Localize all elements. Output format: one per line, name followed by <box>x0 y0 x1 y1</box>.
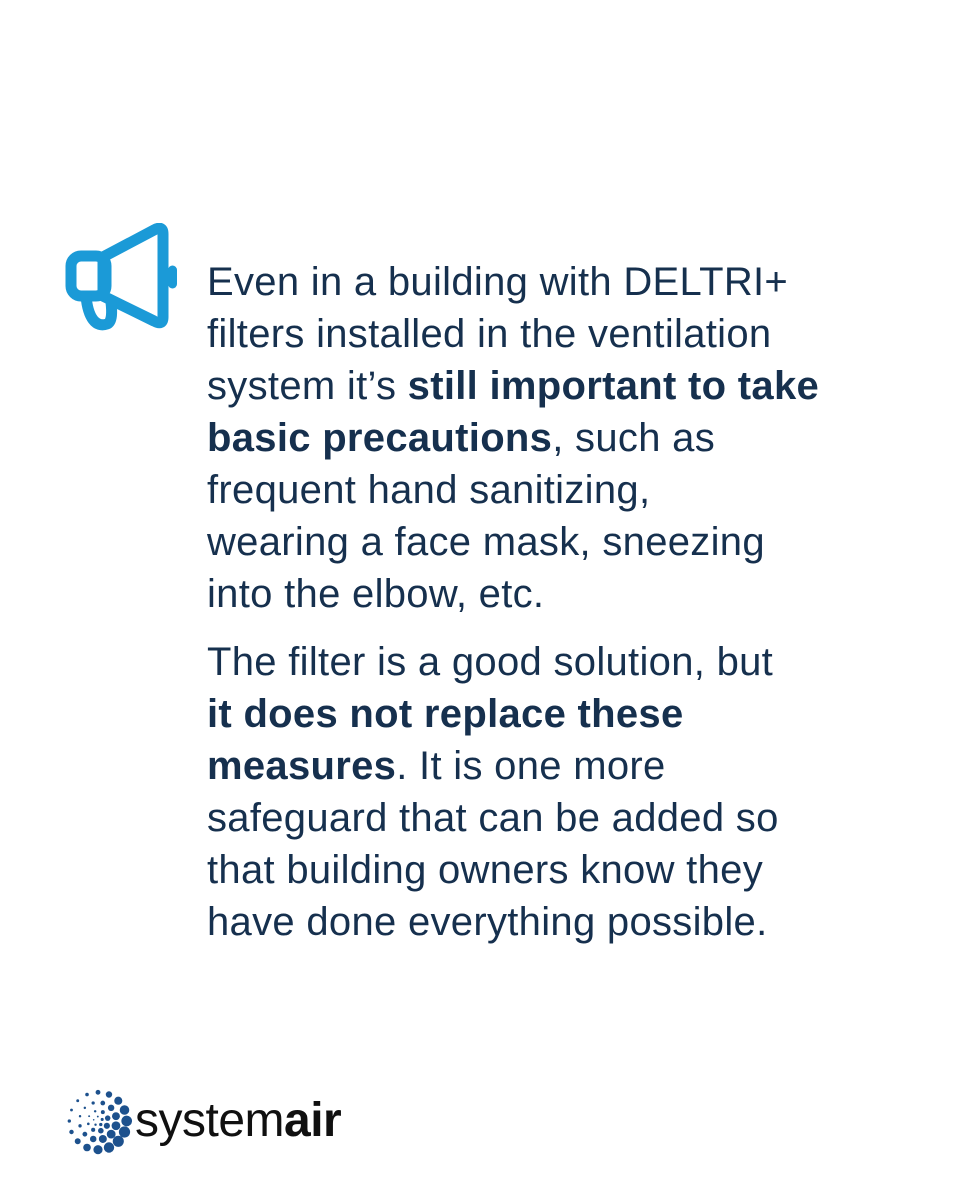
body-text: that building owners know they <box>207 848 763 892</box>
body-text: . It is one more <box>396 744 666 788</box>
emphasis-text: basic precautions <box>207 416 553 460</box>
systemair-wordmark <box>135 1087 341 1155</box>
megaphone-mouthpiece <box>71 256 106 296</box>
text-line <box>207 688 897 740</box>
text-line <box>207 792 897 844</box>
body-text: wearing a face mask, sneezing <box>207 520 765 564</box>
emphasis-text: it does not replace these <box>207 692 684 736</box>
text-line <box>207 740 897 792</box>
body-text: frequent hand sanitizing, <box>207 468 651 512</box>
systemair-logo <box>64 1085 341 1157</box>
text-line <box>207 412 897 464</box>
text-line <box>207 844 897 896</box>
body-text: safeguard that can be added so <box>207 796 779 840</box>
text-line <box>207 464 897 516</box>
body-text: filters installed in the ventilation <box>207 312 772 356</box>
wordmark-system: system <box>135 1094 285 1147</box>
systemair-dots-mark-icon <box>64 1087 132 1155</box>
paragraph <box>207 636 897 948</box>
megaphone-icon <box>64 223 178 337</box>
body-text: The filter is a good solution, but <box>207 640 774 684</box>
text-line <box>207 896 897 948</box>
text-line <box>207 360 897 412</box>
emphasis-text: measures <box>207 744 397 788</box>
body-text: Even in a building with DELTRI+ <box>207 260 789 304</box>
paragraph <box>207 256 897 620</box>
emphasis-text: still important to take <box>407 364 820 408</box>
body-text: , such as <box>552 416 715 460</box>
body-text: into the elbow, etc. <box>207 572 545 616</box>
text-line <box>207 636 897 688</box>
text-line <box>207 256 897 308</box>
body-text: system it’s <box>207 364 408 408</box>
announcement-text <box>207 256 897 948</box>
text-line <box>207 568 897 620</box>
text-line <box>207 516 897 568</box>
body-text: have done everything possible. <box>207 900 768 944</box>
text-line <box>207 308 897 360</box>
wordmark-air: air <box>284 1094 342 1147</box>
